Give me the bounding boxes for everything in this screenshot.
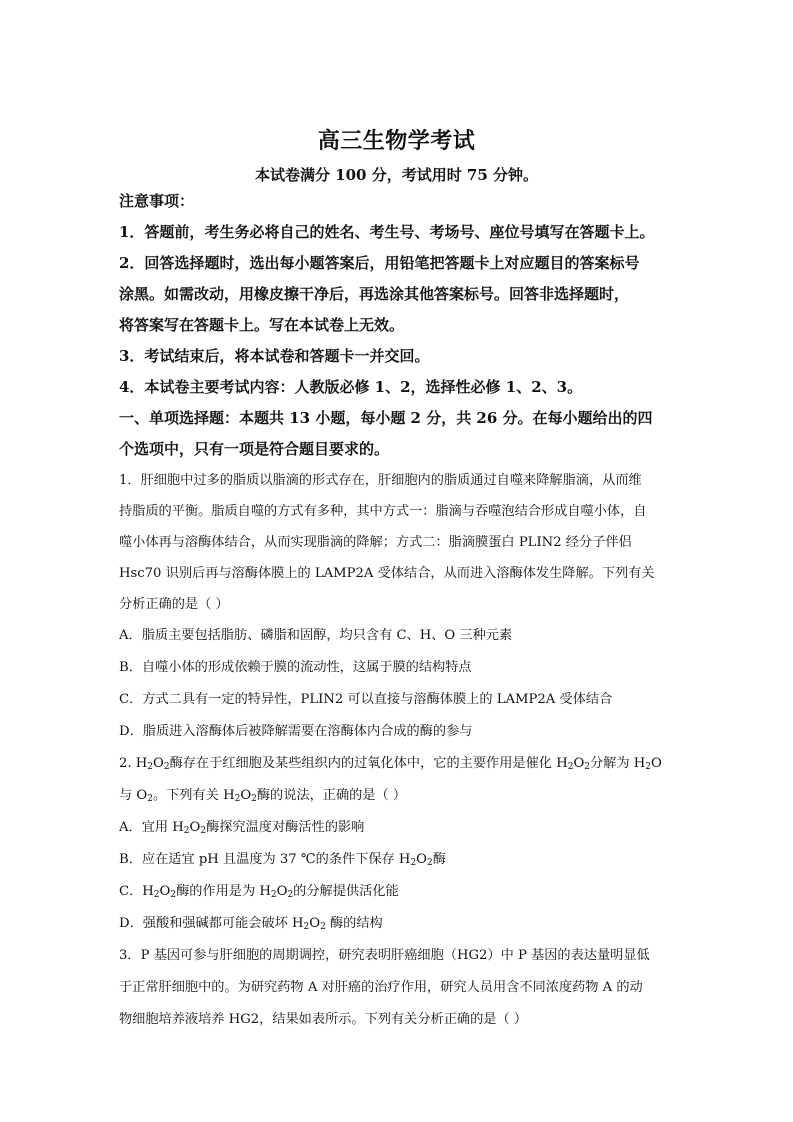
section-1-heading-line-2: 个选项中，只有一项是符合题目要求的。 <box>119 440 390 458</box>
q3-stem-line-3: 物细胞培养液培养 HG2，结果如表所示。下列有关分析正确的是（ ） <box>119 1012 528 1027</box>
exam-title: 高三生物学考试 <box>317 128 476 154</box>
q3-stem-line-1: 3．P 基因可参与肝细胞的周期调控，研究表明肝癌细胞（HG2）中 P 基因的表达量明显低 <box>119 948 650 963</box>
q3-stem-line-2: 于正常肝细胞中的。为研究药物 A 对肝癌的治疗作用，研究人员用含不同浓度药物 A 的动 <box>119 980 643 995</box>
q1-option-d: D．脂质进入溶酶体后被降解需要在溶酶体内合成的酶的参与 <box>119 724 473 739</box>
exam-subtitle: 本试卷满分 100 分，考试用时 75 分钟。 <box>254 166 539 184</box>
q1-stem-line-2: 持脂质的平衡。脂质自噬的方式有多种，其中方式一：脂滴与吞噬泡结合形成自噬小体，自 <box>119 504 647 519</box>
q2-stem-line-2: 与 $O_2$。下列有关 $H_2O_2$酶的说法，正确的是（ ） <box>119 788 407 804</box>
q2-option-a: A．宜用 $H_2O_2$酶探究温度对酶活性的影响 <box>119 820 365 836</box>
q2-option-c: C．$H_2O_2$酶的作用是为 $H_2O_2$的分解提供活化能 <box>119 884 399 900</box>
q2-option-b: B．应在适宜 pH 且温度为 37 ℃的条件下保存 $H_2O_2$酶 <box>119 852 446 868</box>
exam-body <box>119 186 679 1036</box>
q1-option-a: A．脂质主要包括脂肪、磷脂和固醇，均只含有 C、H、O 三种元素 <box>119 628 513 643</box>
q1-option-c: C．方式二具有一定的特异性，PLIN2 可以直接与溶酶体膜上的 LAMP2A 受体结合 <box>119 692 613 707</box>
notice-item-2-line-1: 2．回答选择题时，选出每小题答案后，用铅笔把答题卡上对应题目的答案标号 <box>119 254 640 272</box>
notice-item-2-line-3: 将答案写在答题卡上。写在本试卷上无效。 <box>119 316 405 334</box>
q1-stem-line-5: 分析正确的是（ ） <box>119 597 229 612</box>
notice-item-4: 4．本试卷主要考试内容：人教版必修 1、2，选择性必修 1、2、3。 <box>119 378 583 396</box>
notice-heading: 注意事项： <box>119 192 195 210</box>
section-1-heading-line-1: 一、单项选择题：本题共 13 小题，每小题 2 分，共 26 分。在每小题给出的四 <box>119 409 653 427</box>
notice-item-1: 1．答题前，考生务必将自己的姓名、考生号、考场号、座位号填写在答题卡上。 <box>119 223 655 241</box>
q1-stem-line-4: Hsc70 识别后再与溶酶体膜上的 LAMP2A 受体结合，从而进入溶酶体发生降解。下列有关 <box>119 566 655 581</box>
q1-option-b: B．自噬小体的形成依赖于膜的流动性，这属于膜的结构特点 <box>119 660 472 675</box>
q1-stem-line-3: 噬小体再与溶酶体结合，从而实现脂滴的降解；方式二：脂滴膜蛋白 PLIN2 经分子伴侣 <box>119 535 632 550</box>
q1-stem-line-1: 1．肝细胞中过多的脂质以脂滴的形式存在，肝细胞内的脂质通过自噬来降解脂滴，从而维 <box>119 473 642 488</box>
q2-option-d: D．强酸和强碱都可能会破坏 $H_2O_2$ 酶的结构 <box>119 916 383 932</box>
q2-stem-line-1: 2. $H_2O_2$酶存在于红细胞及某些组织内的过氧化体中，它的主要作用是催化 $H_2O_2$分解为 $H_2O$ <box>119 756 662 772</box>
notice-item-2-line-2: 涂黑。如需改动，用橡皮擦干净后，再选涂其他答案标号。回答非选择题时， <box>119 285 630 303</box>
notice-item-3: 3．考试结束后，将本试卷和答题卡一并交回。 <box>119 347 430 365</box>
